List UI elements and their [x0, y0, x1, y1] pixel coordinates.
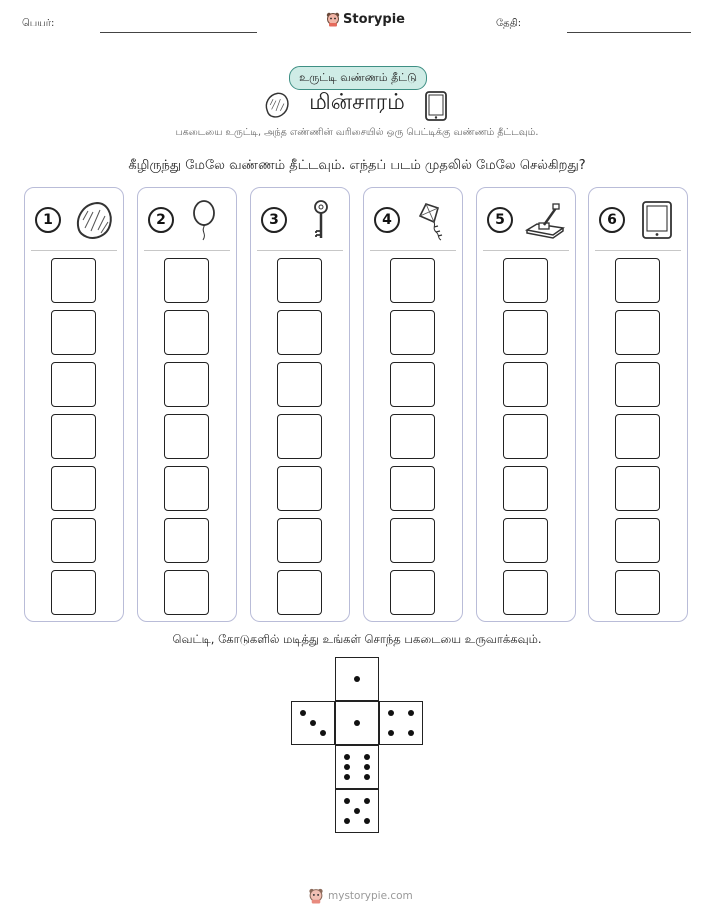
color-box[interactable]: [277, 362, 322, 407]
color-box[interactable]: [390, 570, 435, 615]
column-4: [363, 187, 463, 622]
pip: [364, 774, 370, 780]
column-divider: [144, 250, 230, 251]
column-number: 4: [374, 207, 400, 233]
pip: [388, 710, 394, 716]
column-number: 5: [487, 207, 513, 233]
color-box[interactable]: [503, 466, 548, 511]
pip: [408, 730, 414, 736]
page-title: மின்சாரம்: [309, 90, 405, 115]
pip: [354, 720, 360, 726]
color-box[interactable]: [390, 414, 435, 459]
kite-icon: [410, 198, 454, 242]
color-box[interactable]: [615, 310, 660, 355]
column-header: [364, 188, 462, 250]
pip: [408, 710, 414, 716]
pip: [364, 798, 370, 804]
die-face-1: [335, 701, 379, 745]
color-box[interactable]: [615, 466, 660, 511]
storypie-mascot-icon: [308, 888, 324, 904]
column-5: [476, 187, 576, 622]
color-box[interactable]: [615, 362, 660, 407]
color-box[interactable]: [51, 258, 96, 303]
column-2: [137, 187, 237, 622]
column-divider: [483, 250, 569, 251]
color-box[interactable]: [503, 362, 548, 407]
pip: [310, 720, 316, 726]
column-1: [24, 187, 124, 622]
brand-logo: [326, 12, 405, 27]
die-face-6: [335, 745, 379, 789]
color-box[interactable]: [164, 362, 209, 407]
pip: [344, 764, 350, 770]
tablet-icon: [635, 198, 679, 242]
pip: [364, 818, 370, 824]
column-number: 3: [261, 207, 287, 233]
column-header: [589, 188, 687, 250]
key-icon: [297, 198, 341, 242]
column-header: [25, 188, 123, 250]
column-divider: [595, 250, 681, 251]
color-box[interactable]: [390, 466, 435, 511]
column-3: [250, 187, 350, 622]
pip: [364, 764, 370, 770]
color-box[interactable]: [503, 258, 548, 303]
die-face-4: [379, 701, 423, 745]
question: கீழிருந்து மேலே வண்ணம் தீட்டவும். எந்தப் படம் முதலில் மேலே செல்கிறது?: [128, 158, 586, 173]
color-box[interactable]: [615, 518, 660, 563]
brand-name: Storypie: [343, 12, 405, 27]
die-face-1: [335, 657, 379, 701]
footer-url: mystorypie.com: [328, 890, 413, 902]
color-box[interactable]: [503, 414, 548, 459]
color-box[interactable]: [390, 518, 435, 563]
color-box[interactable]: [277, 570, 322, 615]
color-box[interactable]: [277, 414, 322, 459]
pip: [344, 818, 350, 824]
color-box[interactable]: [164, 466, 209, 511]
switch-icon: [523, 198, 567, 242]
color-box[interactable]: [51, 466, 96, 511]
column-number: 1: [35, 207, 61, 233]
die-face-5: [335, 789, 379, 833]
color-box[interactable]: [390, 362, 435, 407]
color-box[interactable]: [164, 518, 209, 563]
pip: [344, 754, 350, 760]
color-box[interactable]: [615, 414, 660, 459]
die-face-3: [291, 701, 335, 745]
color-box[interactable]: [615, 570, 660, 615]
color-box[interactable]: [51, 570, 96, 615]
activity-badge: உருட்டி வண்ணம் தீட்டு: [289, 66, 427, 90]
color-box[interactable]: [51, 310, 96, 355]
rock-icon: [71, 198, 115, 242]
column-header: [477, 188, 575, 250]
color-box[interactable]: [164, 258, 209, 303]
column-header: [251, 188, 349, 250]
pip: [388, 730, 394, 736]
column-divider: [31, 250, 117, 251]
column-header: [138, 188, 236, 250]
color-box[interactable]: [164, 310, 209, 355]
color-box[interactable]: [51, 414, 96, 459]
pip: [364, 754, 370, 760]
date-line: [567, 32, 691, 33]
date-label: தேதி:: [496, 18, 522, 29]
column-divider: [370, 250, 456, 251]
column-number: 2: [148, 207, 174, 233]
footer: [308, 888, 413, 904]
pip: [344, 774, 350, 780]
subtitle: பகடையை உருட்டி, அந்த எண்ணின் வரிசையில் ஒரு பெட்டிக்கு வண்ணம் தீட்டவும்.: [175, 127, 539, 138]
pip: [354, 676, 360, 682]
pip: [300, 710, 306, 716]
color-box[interactable]: [503, 570, 548, 615]
color-box[interactable]: [390, 258, 435, 303]
pip: [320, 730, 326, 736]
color-box[interactable]: [390, 310, 435, 355]
color-box[interactable]: [51, 362, 96, 407]
pip: [344, 798, 350, 804]
color-box[interactable]: [51, 518, 96, 563]
column-divider: [257, 250, 343, 251]
color-box[interactable]: [277, 518, 322, 563]
storypie-mascot-icon: [326, 12, 340, 27]
color-box[interactable]: [277, 466, 322, 511]
color-box[interactable]: [503, 518, 548, 563]
name-label: பெயர்:: [22, 18, 55, 29]
color-box[interactable]: [277, 258, 322, 303]
column-number: 6: [599, 207, 625, 233]
name-line: [100, 32, 257, 33]
column-6: [588, 187, 688, 622]
color-box[interactable]: [277, 310, 322, 355]
balloon-icon: [184, 198, 228, 242]
color-box[interactable]: [503, 310, 548, 355]
die-instructions: வெட்டி, கோடுகளில் மடித்து உங்கள் சொந்த பகடையை உருவாக்கவும்.: [172, 632, 542, 646]
color-box[interactable]: [164, 570, 209, 615]
color-box[interactable]: [615, 258, 660, 303]
tablet-icon: [423, 90, 449, 122]
color-box[interactable]: [164, 414, 209, 459]
pip: [354, 808, 360, 814]
